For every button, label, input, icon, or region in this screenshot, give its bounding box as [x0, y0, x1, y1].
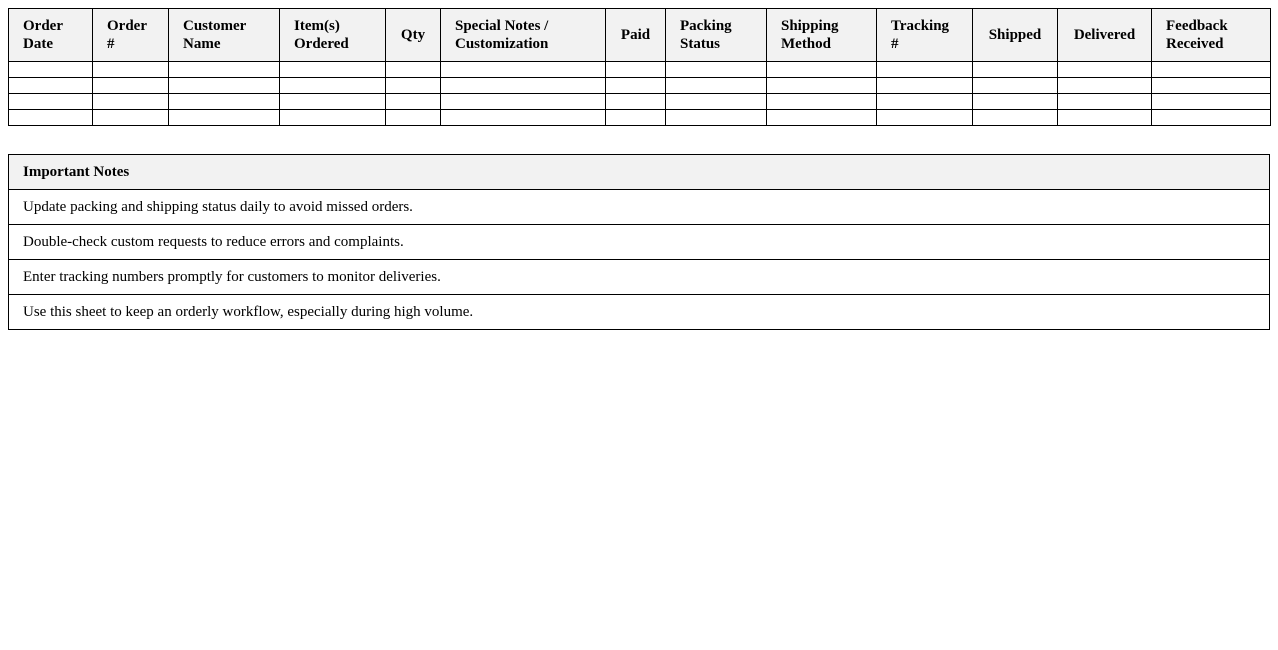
col-header-tracking-number: Tracking #	[877, 9, 973, 62]
table-cell[interactable]	[441, 62, 606, 78]
table-cell[interactable]	[93, 78, 169, 94]
table-cell[interactable]	[877, 62, 973, 78]
note-row	[9, 260, 1270, 295]
table-cell[interactable]	[767, 78, 877, 94]
notes-title: Important Notes	[9, 155, 1270, 190]
orders-table	[8, 8, 1271, 126]
table-cell[interactable]	[169, 94, 280, 110]
table-cell[interactable]	[973, 94, 1058, 110]
table-cell[interactable]	[1058, 78, 1152, 94]
table-cell[interactable]	[280, 62, 386, 78]
table-cell[interactable]	[386, 78, 441, 94]
table-cell[interactable]	[1152, 110, 1271, 126]
table-cell[interactable]	[767, 94, 877, 110]
col-header-feedback-received: Feedback Received	[1152, 9, 1271, 62]
note-row	[9, 190, 1270, 225]
note-row	[9, 295, 1270, 330]
table-row	[9, 110, 1271, 126]
table-cell[interactable]	[93, 94, 169, 110]
col-header-customer-name: Customer Name	[169, 9, 280, 62]
table-cell[interactable]	[1152, 62, 1271, 78]
note-item: Update packing and shipping status daily to avoid missed orders.	[9, 190, 1270, 225]
table-cell[interactable]	[441, 94, 606, 110]
notes-header-row	[9, 155, 1270, 190]
table-cell[interactable]	[9, 110, 93, 126]
table-cell[interactable]	[9, 78, 93, 94]
table-cell[interactable]	[280, 78, 386, 94]
table-row	[9, 94, 1271, 110]
note-item: Enter tracking numbers promptly for customers to monitor deliveries.	[9, 260, 1270, 295]
table-cell[interactable]	[169, 62, 280, 78]
table-cell[interactable]	[1058, 62, 1152, 78]
table-cell[interactable]	[280, 110, 386, 126]
table-row	[9, 78, 1271, 94]
table-cell[interactable]	[666, 78, 767, 94]
col-header-shipped: Shipped	[973, 9, 1058, 62]
table-cell[interactable]	[877, 110, 973, 126]
table-cell[interactable]	[441, 78, 606, 94]
table-cell[interactable]	[877, 94, 973, 110]
table-cell[interactable]	[606, 78, 666, 94]
table-cell[interactable]	[1152, 78, 1271, 94]
table-cell[interactable]	[877, 78, 973, 94]
table-cell[interactable]	[386, 94, 441, 110]
table-cell[interactable]	[1152, 94, 1271, 110]
col-header-shipping-method: Shipping Method	[767, 9, 877, 62]
col-header-delivered: Delivered	[1058, 9, 1152, 62]
table-cell[interactable]	[606, 110, 666, 126]
table-cell[interactable]	[767, 62, 877, 78]
col-header-paid: Paid	[606, 9, 666, 62]
table-cell[interactable]	[666, 94, 767, 110]
table-cell[interactable]	[666, 62, 767, 78]
table-cell[interactable]	[441, 110, 606, 126]
table-cell[interactable]	[9, 94, 93, 110]
col-header-special-notes: Special Notes / Customization	[441, 9, 606, 62]
table-cell[interactable]	[169, 78, 280, 94]
table-cell[interactable]	[93, 110, 169, 126]
table-cell[interactable]	[93, 62, 169, 78]
note-item: Double-check custom requests to reduce errors and complaints.	[9, 225, 1270, 260]
col-header-qty: Qty	[386, 9, 441, 62]
table-cell[interactable]	[169, 110, 280, 126]
table-cell[interactable]	[666, 110, 767, 126]
table-row	[9, 62, 1271, 78]
table-cell[interactable]	[1058, 94, 1152, 110]
col-header-items-ordered: Item(s) Ordered	[280, 9, 386, 62]
note-row	[9, 225, 1270, 260]
table-cell[interactable]	[386, 62, 441, 78]
col-header-order-date: Order Date	[9, 9, 93, 62]
orders-header-row	[9, 9, 1271, 62]
table-cell[interactable]	[606, 94, 666, 110]
table-cell[interactable]	[973, 78, 1058, 94]
col-header-order-number: Order #	[93, 9, 169, 62]
table-cell[interactable]	[767, 110, 877, 126]
table-cell[interactable]	[606, 62, 666, 78]
orders-body	[9, 62, 1271, 126]
note-item: Use this sheet to keep an orderly workflow, especially during high volume.	[9, 295, 1270, 330]
col-header-packing-status: Packing Status	[666, 9, 767, 62]
table-cell[interactable]	[280, 94, 386, 110]
table-cell[interactable]	[9, 62, 93, 78]
table-cell[interactable]	[973, 62, 1058, 78]
table-cell[interactable]	[1058, 110, 1152, 126]
table-cell[interactable]	[973, 110, 1058, 126]
notes-table	[8, 154, 1270, 330]
table-cell[interactable]	[386, 110, 441, 126]
